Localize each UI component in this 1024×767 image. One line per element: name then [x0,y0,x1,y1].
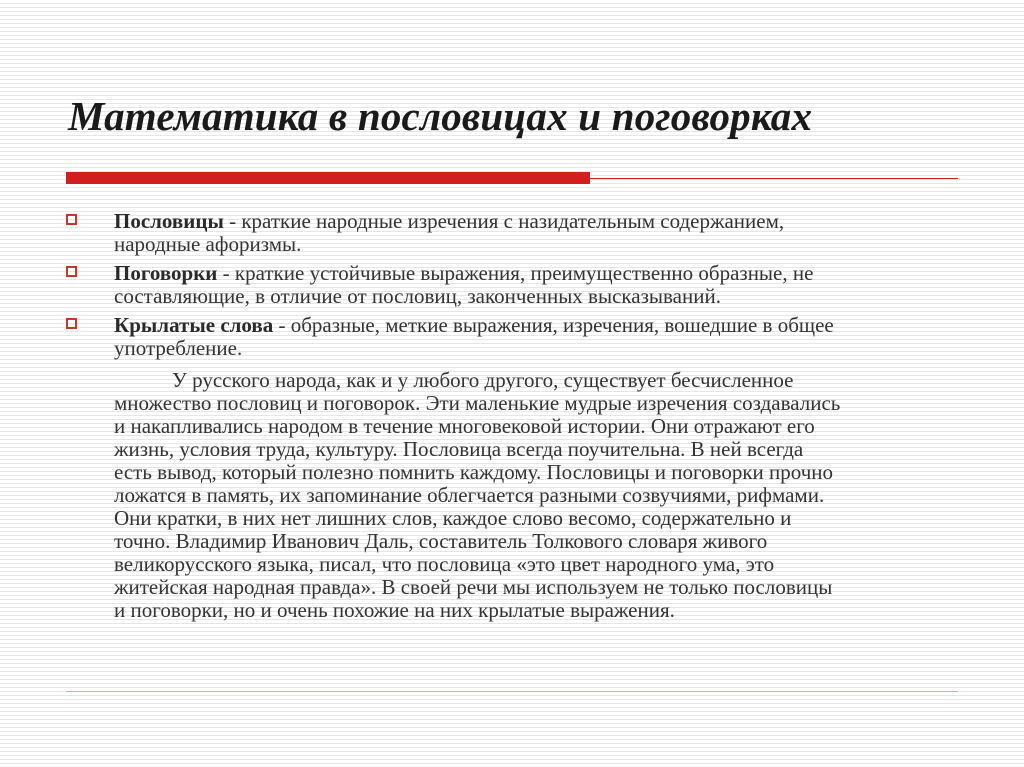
definitions-list [66,210,966,366]
definition-item [66,314,966,360]
footer-divider [66,691,958,692]
definition-text: - краткие устойчивые выражения, преимущественно образные, не [217,261,814,285]
definition-text: - краткие народные изречения с назидательным содержанием, [223,209,785,233]
definition-text: - образные, меткие выражения, изречения, вошедшие в общее [273,313,834,337]
paragraph-line: и накапливались народом в течение многовековой истории. Они отражают его [114,414,815,438]
paragraph-line: ложатся в память, их запоминание облегчается разными созвучиями, рифмами. [114,483,825,507]
paragraph-line: и поговорки, но и очень похожие на них крылатые выражения. [114,598,675,622]
definition-term: Поговорки [114,261,218,285]
body-paragraph [114,369,964,622]
definition-item [66,210,966,256]
paragraph-line: великорусского языка, писал, что пословица «это цвет народного ума, это [114,552,775,576]
paragraph-line: У русского народа, как и у любого другого, существует бесчисленное [172,368,794,392]
title-underline-thick [66,172,590,184]
paragraph-line: житейская народная правда». В своей речи мы используем не только пословицы [114,575,833,599]
definition-item [66,262,966,308]
definition-term: Крылатые слова [114,313,274,337]
slide-title: Математика в пословицах и поговорках [68,93,813,139]
paragraph-line: Они кратки, в них нет лишних слов, каждое слово весомо, содержательно и [114,506,792,530]
definition-text-cont: составляющие, в отличие от пословиц, законченных высказываний. [114,284,721,308]
title-underline-thin [590,178,958,179]
paragraph-line: есть вывод, который полезно помнить каждому. Пословицы и поговорки прочно [114,460,834,484]
definition-text-cont: народные афоризмы. [114,232,302,256]
definition-text-cont: употребление. [114,336,243,360]
paragraph-line: точно. Владимир Иванович Даль, составитель Толкового словаря живого [114,529,768,553]
paragraph-line: множество пословиц и поговорок. Эти маленькие мудрые изречения создавались [114,391,841,415]
definition-term: Пословицы [114,209,224,233]
hollow-square-icon [66,266,77,277]
hollow-square-icon [66,318,77,329]
hollow-square-icon [66,214,77,225]
paragraph-line: жизнь, условия труда, культуру. Пословица всегда поучительна. В ней всегда [114,437,804,461]
